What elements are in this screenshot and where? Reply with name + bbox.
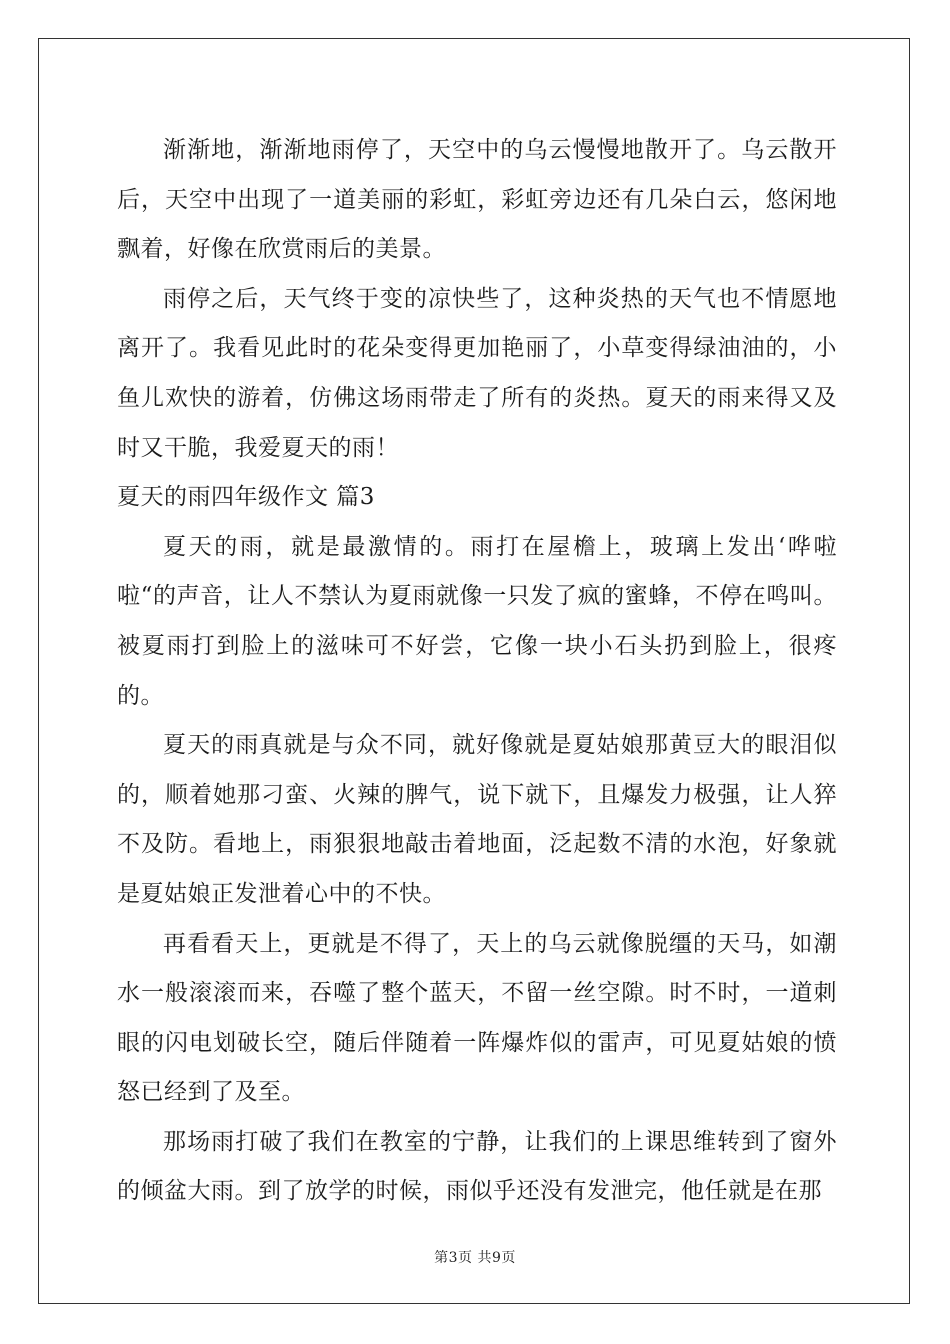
- document-body: [117, 126, 837, 1217]
- paragraph: 夏天的雨真就是与众不同，就好像就是夏姑娘那黄豆大的眼泪似的，顺着她那刁蛮、火辣的脾气，说下就下，且爆发力极强，让人猝不及防。看地上，雨狠狠地敲击着地面，泛起数不清的水泡，好象就是夏姑娘正发泄着心中的不快。: [117, 732, 837, 907]
- section-heading: 夏天的雨四年级作文 篇3: [117, 484, 375, 511]
- paragraph: 渐渐地，渐渐地雨停了，天空中的乌云慢慢地散开了。乌云散开后，天空中出现了一道美丽的彩虹，彩虹旁边还有几朵白云，悠闲地飘着，好像在欣赏雨后的美景。: [117, 137, 837, 263]
- paragraph: 夏天的雨，就是最激情的。雨打在屋檐上，玻璃上发出‘哗啦啦“的声音，让人不禁认为夏雨就像一只发了疯的蜜蜂，不停在鸣叫。被夏雨打到脸上的滋味可不好尝，它像一块小石头扔到脸上，很疼的。: [117, 533, 837, 709]
- paragraph: 再看看天上，更就是不得了，天上的乌云就像脱缰的天马，如潮水一般滚滚而来，吞噬了整个蓝天，不留一丝空隙。时不时，一道刺眼的闪电划破长空，随后伴随着一阵爆炸似的雷声，可见夏姑娘的愤怒已经到了及至。: [117, 930, 837, 1106]
- paragraph: 雨停之后，天气终于变的凉快些了，这种炎热的天气也不情愿地离开了。我看见此时的花朵变得更加艳丽了，小草变得绿油油的，小鱼儿欢快的游着，仿佛这场雨带走了所有的炎热。夏天的雨来得又及时又干脆，我爱夏天的雨！: [117, 285, 837, 461]
- page-number: 第3页 共9页: [434, 1250, 516, 1266]
- paragraph: 那场雨打破了我们在教室的宁静，让我们的上课思维转到了窗外的倾盆大雨。到了放学的时候，雨似乎还没有发泄完，他任就是在那: [117, 1128, 837, 1205]
